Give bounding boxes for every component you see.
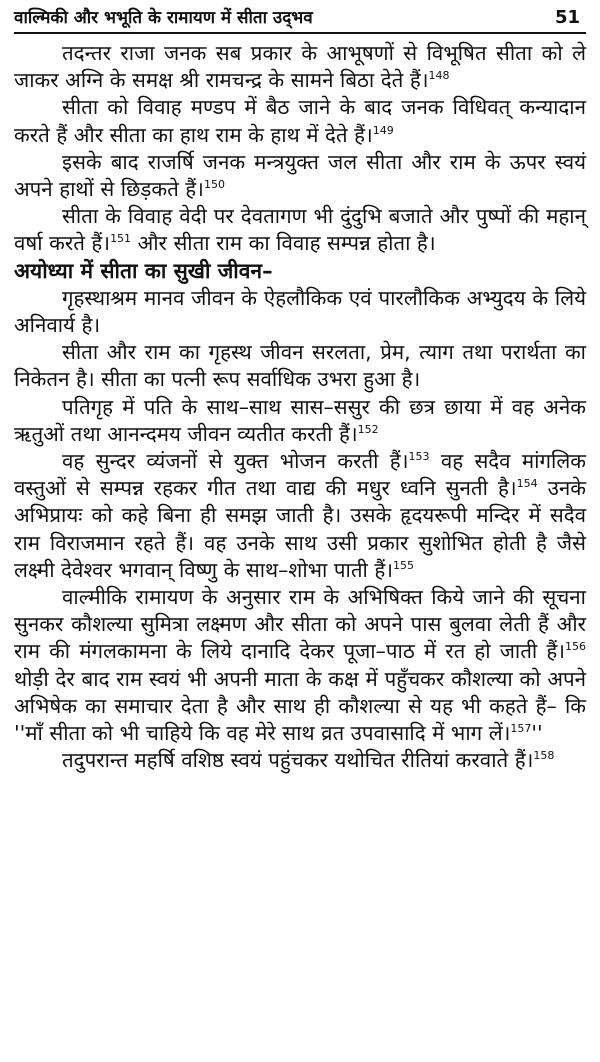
paragraph: सीता के विवाह वेदी पर देवतागण भी दुंदुभि बजाते और पुष्पों की महान् वर्षा करते हैं।$^{151}$ और सीता राम का विवाह सम्पन्न होता है।: [14, 204, 586, 256]
paragraph: इसके बाद राजर्षि जनक मन्त्रयुक्त जल सीता और राम के ऊपर स्वयं अपने हाथों से छिड़कते हैं।$^{150}$: [14, 149, 586, 202]
paragraph: तदुपरान्त महर्षि वशिष्ठ स्वयं पहुंचकर यथोचित रीतियां करवाते हैं।$^{158}$: [62, 748, 555, 773]
paragraph: सीता को विवाह मण्डप में बैठ जाने के बाद जनक विधिवत् कन्यादान करते हैं और सीता का हाथ राम के हाथ में देते हैं।$^{149}$: [14, 95, 586, 147]
footnote-ref: 154: [516, 477, 538, 491]
body-text: [14, 40, 586, 774]
chapter-title: वाल्मिकी और भभूति के रामायण में सीता उद्‌भव: [14, 8, 313, 28]
paragraph: गृहस्थाश्रम मानव जीवन के ऐहलौकिक एवं पारलौकिक अभ्युदय के लिये अनिवार्य है।: [14, 285, 586, 338]
footnote-ref: 155: [393, 559, 414, 573]
footnote-ref: 149: [372, 123, 394, 137]
footnote-ref: 152: [357, 423, 379, 437]
footnote-ref: 156: [565, 640, 586, 654]
footnote-ref: 157: [510, 722, 532, 736]
footnote-ref: 151: [110, 232, 132, 246]
footnote-ref: 158: [533, 749, 555, 763]
paragraph: पतिगृह में पति के साथ–साथ सास–ससुर की छत्र छाया में वह अनेक ऋतुओं तथा आनन्दमय जीवन व्यतीत करती हैं।$^{152}$: [14, 394, 586, 446]
paragraph: सीता और राम का गृहस्थ जीवन सरलता, प्रेम, त्याग तथा परार्थता का निकेतन है। सीता का पत्नी रूप सर्वाधिक उभरा हुआ है।: [14, 340, 586, 392]
running-header: [14, 6, 586, 34]
footnote-ref: 150: [203, 178, 225, 192]
footnote-ref: 148: [428, 69, 450, 83]
paragraph: वह सुन्दर व्यंजनों से युक्त भोजन करती हैं।$^{153}$ वह सदैव मांगलिक वस्तुओं से सम्पन्न रहकर गीत तथा वाद्य की मधुर ध्वनि सुनती है।$^{154}$ उनके अभिप्रायः को कहे बिना ही समझ जाती है। उसके हृदयरूपी मन्दिर में सदैव राम विराजमान रहते हैं। वह उनके साथ उसी प्रकार सुशोभित होती है जैसे लक्ष्मी देवेश्वर भगवान् विष्णु के साथ–शोभा पाती हैं।$^{155}$: [14, 449, 586, 582]
footnote-ref: 153: [408, 450, 430, 464]
paragraph: तदन्तर राजा जनक सब प्रकार के आभूषणों से विभूषित सीता को ले जाकर अग्नि के समक्ष श्री रामचन्द्र के सामने बिठा देते हैं।$^{148}$: [14, 41, 586, 93]
page-number: 51: [554, 7, 580, 28]
paragraph: वाल्मीकि रामायण के अनुसार राम के अभिषिक्त किये जाने की सूचना सुनकर कौशल्या सुमित्रा लक्ष्मण और सीता को अपने पास बुलवा लेती हैं और राम की मंगलकामना के लिये दानादि देकर पूजा–पाठ में रत हो जाती हैं।$^{156}$ थोड़ी देर बाद राम स्वयं भी अपनी माता के कक्ष में पहुँचकर कौशल्या को अपने अभिषेक का समाचार देता है और साथ ही कौशल्या से यह भी कहते हैं– कि ''माँ सीता को भी चाहिये कि वह मेरे साथ व्रत उपवासादि में भाग लें।$^{157}$'': [14, 585, 586, 746]
section-heading: अयोध्या में सीता का सुखी जीवन–: [14, 258, 273, 283]
